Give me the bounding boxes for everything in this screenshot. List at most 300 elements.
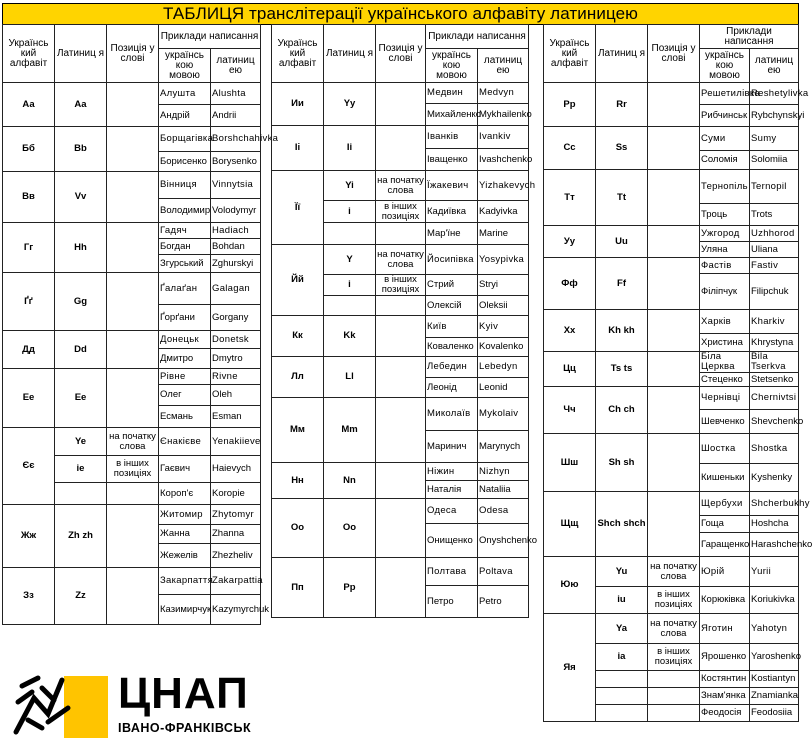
example-ua: Щербухи bbox=[700, 492, 750, 516]
position-empty bbox=[376, 223, 426, 245]
table-row bbox=[272, 463, 529, 481]
example-ua: Єнакієве bbox=[159, 428, 211, 456]
position-empty bbox=[376, 357, 426, 398]
example-ua: Вінниця bbox=[159, 172, 211, 199]
example-lat: Esman bbox=[211, 406, 261, 428]
example-ua: Гаєвич bbox=[159, 456, 211, 483]
table-row bbox=[3, 568, 261, 595]
letter-lat-empty bbox=[324, 296, 376, 316]
position-empty bbox=[107, 83, 159, 127]
position-empty bbox=[376, 499, 426, 558]
header-ua-alphabet: Українсь кий алфавіт bbox=[3, 25, 55, 83]
position-empty bbox=[648, 83, 700, 127]
example-lat: Zhytomyr bbox=[211, 505, 261, 525]
example-ua: Лебедин bbox=[426, 357, 478, 378]
example-lat: Alushta bbox=[211, 83, 261, 105]
example-lat: Kadyivka bbox=[478, 201, 529, 223]
example-ua: Київ bbox=[426, 316, 478, 338]
brand-city: ІВАНО-ФРАНКІВСЬК bbox=[118, 721, 252, 735]
position-empty bbox=[107, 331, 159, 369]
table-row bbox=[544, 258, 799, 274]
example-lat: Stryi bbox=[478, 275, 529, 296]
header-examples: Приклади написання bbox=[426, 25, 529, 49]
example-lat: Koriukivka bbox=[750, 587, 799, 614]
example-lat: Galagan bbox=[211, 273, 261, 305]
example-lat: Marynych bbox=[478, 431, 529, 463]
position-empty bbox=[107, 223, 159, 273]
position-empty bbox=[648, 492, 700, 557]
example-ua: Гаращенко bbox=[700, 533, 750, 557]
example-ua: Жанна bbox=[159, 525, 211, 544]
table-row bbox=[544, 387, 799, 410]
example-ua: Шевченко bbox=[700, 410, 750, 434]
position-empty bbox=[376, 398, 426, 463]
example-ua: Корюківка bbox=[700, 587, 750, 614]
letter-ua: Кк bbox=[272, 316, 324, 357]
position-empty bbox=[648, 671, 700, 688]
table-row bbox=[544, 83, 799, 105]
example-ua: Наталія bbox=[426, 481, 478, 499]
letter-group-yi bbox=[272, 171, 536, 245]
letter-lat-other: iu bbox=[596, 587, 648, 614]
letter-ua: Рр bbox=[544, 83, 596, 127]
example-lat: Bila Tserkva bbox=[750, 352, 799, 373]
table-row bbox=[3, 273, 261, 305]
example-ua: Есмань bbox=[159, 406, 211, 428]
position-empty bbox=[376, 296, 426, 316]
letter-lat: Ss bbox=[596, 127, 648, 170]
example-lat: Onyshchenko bbox=[478, 524, 529, 558]
example-lat: Yurii bbox=[750, 557, 799, 587]
table-row bbox=[3, 172, 261, 199]
table-row bbox=[544, 352, 799, 373]
example-lat: Yenakiieve bbox=[211, 428, 261, 456]
example-ua: Решетилівка bbox=[700, 83, 750, 105]
table-row bbox=[544, 492, 799, 516]
example-ua: Йосипівка bbox=[426, 245, 478, 275]
example-lat: Yahotyn bbox=[750, 614, 799, 644]
letter-lat: Gg bbox=[55, 273, 107, 331]
letter-ua: Її bbox=[272, 171, 324, 245]
letter-lat: Sh sh bbox=[596, 434, 648, 492]
letter-lat-empty bbox=[596, 671, 648, 688]
example-lat: Marine bbox=[478, 223, 529, 245]
letter-ua: Хх bbox=[544, 310, 596, 352]
letter-ua: Дд bbox=[3, 331, 55, 369]
position-other: в інших позиціях bbox=[107, 456, 159, 483]
header-ua-alphabet: Українсь кий алфавіт bbox=[544, 25, 596, 83]
header-examples: Приклади написання bbox=[159, 25, 261, 49]
table-row bbox=[272, 499, 529, 524]
example-ua: Ґалаґан bbox=[159, 273, 211, 305]
example-lat: Gorgany bbox=[211, 305, 261, 331]
example-lat: Feodosiia bbox=[750, 705, 799, 722]
example-lat: Harashchenko bbox=[750, 533, 799, 557]
position-empty bbox=[648, 258, 700, 310]
letter-lat: Ts ts bbox=[596, 352, 648, 387]
example-ua: Філіпчук bbox=[700, 274, 750, 310]
example-lat: Uliana bbox=[750, 242, 799, 258]
table-row bbox=[272, 316, 529, 338]
letter-ua: Уу bbox=[544, 226, 596, 258]
letter-ua: Єє bbox=[3, 428, 55, 505]
position-empty bbox=[107, 273, 159, 331]
letter-ua: Жж bbox=[3, 505, 55, 568]
header-examples-lat: латиниц ею bbox=[211, 49, 261, 83]
letter-lat: Hh bbox=[55, 223, 107, 273]
example-lat: Borysenko bbox=[211, 152, 261, 172]
letter-lat-empty bbox=[596, 705, 648, 722]
letter-ua: Вв bbox=[3, 172, 55, 223]
example-ua: Ярошенко bbox=[700, 644, 750, 671]
header-examples-ua: українсь кою мовою bbox=[700, 49, 750, 83]
example-ua: Донецьк bbox=[159, 331, 211, 349]
letter-lat: Aa bbox=[55, 83, 107, 127]
example-lat: Filipchuk bbox=[750, 274, 799, 310]
example-ua: Закарпаття bbox=[159, 568, 211, 595]
letter-ua: Лл bbox=[272, 357, 324, 398]
position-other: в інших позиціях bbox=[648, 587, 700, 614]
header-position: Позиція у слові bbox=[107, 25, 159, 83]
position-empty bbox=[648, 387, 700, 434]
position-empty bbox=[648, 226, 700, 258]
example-ua: Медвин bbox=[426, 83, 478, 104]
letter-ua: Гг bbox=[3, 223, 55, 273]
example-lat: Odesa bbox=[478, 499, 529, 524]
position-start: на початку слова bbox=[107, 428, 159, 456]
example-lat: Oleh bbox=[211, 385, 261, 406]
example-lat: Vinnytsia bbox=[211, 172, 261, 199]
example-lat: Uzhhorod bbox=[750, 226, 799, 242]
letter-lat-start: Ye bbox=[55, 428, 107, 456]
letter-lat-other: ia bbox=[596, 644, 648, 671]
example-ua: Андрій bbox=[159, 105, 211, 127]
table-row bbox=[3, 369, 261, 385]
letter-ua: Бб bbox=[3, 127, 55, 172]
example-ua: Богдан bbox=[159, 239, 211, 255]
example-lat: Hoshcha bbox=[750, 516, 799, 533]
letter-ua: Щщ bbox=[544, 492, 596, 557]
example-lat: Bohdan bbox=[211, 239, 261, 255]
position-other: в інших позиціях bbox=[648, 644, 700, 671]
position-empty bbox=[376, 316, 426, 357]
example-ua: Леонід bbox=[426, 378, 478, 398]
table-row bbox=[272, 83, 529, 104]
table-column-2 bbox=[271, 24, 538, 618]
table-row bbox=[272, 357, 529, 378]
example-lat: Zakarpattia bbox=[211, 568, 261, 595]
table-row bbox=[3, 505, 261, 525]
example-ua: Згурський bbox=[159, 255, 211, 273]
example-ua: Онищенко bbox=[426, 524, 478, 558]
position-empty bbox=[648, 310, 700, 352]
table-column-3 bbox=[543, 24, 812, 722]
example-lat: Medvyn bbox=[478, 83, 529, 104]
letter-lat: Ll bbox=[324, 357, 376, 398]
example-lat: Kazymyrchuk bbox=[211, 595, 261, 625]
letter-lat: Shch shch bbox=[596, 492, 648, 557]
example-ua: Чернівці bbox=[700, 387, 750, 410]
example-lat: Koropie bbox=[211, 483, 261, 505]
letter-lat: Oo bbox=[324, 499, 376, 558]
letter-lat-start: Ya bbox=[596, 614, 648, 644]
letter-ua: Йй bbox=[272, 245, 324, 316]
brand-block bbox=[118, 669, 258, 736]
letter-ua: Яя bbox=[544, 614, 596, 722]
example-lat: Nataliia bbox=[478, 481, 529, 499]
example-ua: Михайленко bbox=[426, 104, 478, 126]
header-examples-lat: латиниц ею bbox=[750, 49, 799, 83]
example-lat: Hadiach bbox=[211, 223, 261, 239]
brand-name: ЦНАП bbox=[118, 669, 249, 718]
position-empty bbox=[107, 505, 159, 568]
letter-lat-start: Yi bbox=[324, 171, 376, 201]
header-examples-ua: українсь кою мовою bbox=[159, 49, 211, 83]
example-ua: Мар'їне bbox=[426, 223, 478, 245]
letter-lat: Nn bbox=[324, 463, 376, 499]
example-ua: Олег bbox=[159, 385, 211, 406]
example-lat: Khrystyna bbox=[750, 334, 799, 352]
example-ua: Ужгород bbox=[700, 226, 750, 242]
letter-ua: Нн bbox=[272, 463, 324, 499]
example-lat: Shevchenko bbox=[750, 410, 799, 434]
example-ua: Казимирчук bbox=[159, 595, 211, 625]
example-ua: Стеценко bbox=[700, 373, 750, 387]
header-examples-ua: українсь кою мовою bbox=[426, 49, 478, 83]
example-ua: Знам'янка bbox=[700, 688, 750, 705]
letter-ua: Ии bbox=[272, 83, 324, 126]
table-row bbox=[272, 126, 529, 149]
example-lat: Borshchahivka bbox=[211, 127, 261, 152]
header-latin: Латиниц я bbox=[324, 25, 376, 83]
table-row bbox=[3, 83, 261, 105]
example-ua: Кишеньки bbox=[700, 464, 750, 492]
table-row bbox=[272, 398, 529, 431]
example-ua: Іващенко bbox=[426, 149, 478, 171]
example-lat: Dmytro bbox=[211, 349, 261, 369]
example-lat: Shcherbukhy bbox=[750, 492, 799, 516]
example-ua: Петро bbox=[426, 586, 478, 618]
table-row bbox=[272, 558, 529, 586]
example-ua: Феодосія bbox=[700, 705, 750, 722]
header-position: Позиція у слові bbox=[376, 25, 426, 83]
letter-lat-start: Yu bbox=[596, 557, 648, 587]
position-empty bbox=[107, 483, 159, 505]
example-ua: Уляна bbox=[700, 242, 750, 258]
example-ua: Борисенко bbox=[159, 152, 211, 172]
example-ua: Іванків bbox=[426, 126, 478, 149]
example-lat: Znamianka bbox=[750, 688, 799, 705]
example-ua: Гадяч bbox=[159, 223, 211, 239]
letter-ua: Аа bbox=[3, 83, 55, 127]
example-lat: Trots bbox=[750, 204, 799, 226]
example-lat: Leonid bbox=[478, 378, 529, 398]
example-lat: Ternopil bbox=[750, 170, 799, 204]
example-ua: Фастів bbox=[700, 258, 750, 274]
letter-lat: Zz bbox=[55, 568, 107, 625]
letter-lat-other: ie bbox=[55, 456, 107, 483]
example-ua: Одеса bbox=[426, 499, 478, 524]
example-lat: Stetsenko bbox=[750, 373, 799, 387]
letter-ua: Шш bbox=[544, 434, 596, 492]
letter-lat-empty bbox=[324, 223, 376, 245]
example-lat: Solomiia bbox=[750, 151, 799, 170]
position-other: в інших позиціях bbox=[376, 275, 426, 296]
example-lat: Ivashchenko bbox=[478, 149, 529, 171]
example-lat: Kyiv bbox=[478, 316, 529, 338]
example-lat: Shostka bbox=[750, 434, 799, 464]
header-examples-lat: латиниц ею bbox=[478, 49, 529, 83]
table-row bbox=[544, 226, 799, 242]
table-row bbox=[3, 223, 261, 239]
position-empty bbox=[648, 170, 700, 226]
letter-lat: Rr bbox=[596, 83, 648, 127]
letter-lat: Ee bbox=[55, 369, 107, 428]
example-ua: Миколаїв bbox=[426, 398, 478, 431]
letter-ua: Оо bbox=[272, 499, 324, 558]
example-lat: Poltava bbox=[478, 558, 529, 586]
letter-ua: Пп bbox=[272, 558, 324, 618]
logo-yellow-block bbox=[64, 676, 108, 738]
position-empty bbox=[648, 705, 700, 722]
position-empty bbox=[107, 172, 159, 223]
position-empty bbox=[376, 126, 426, 171]
letter-lat-empty bbox=[55, 483, 107, 505]
table-row bbox=[544, 434, 799, 464]
example-ua: Борщагівка bbox=[159, 127, 211, 152]
position-empty bbox=[376, 558, 426, 618]
table-row bbox=[3, 331, 261, 349]
example-lat: Mykhailenko bbox=[478, 104, 529, 126]
header-position: Позиція у слові bbox=[648, 25, 700, 83]
position-empty bbox=[107, 127, 159, 172]
letter-lat: Mm bbox=[324, 398, 376, 463]
example-lat: Chernivtsi bbox=[750, 387, 799, 410]
letter-group-ye bbox=[3, 428, 261, 505]
example-lat: Oleksii bbox=[478, 296, 529, 316]
example-ua: Маринич bbox=[426, 431, 478, 463]
letter-lat: Dd bbox=[55, 331, 107, 369]
letter-ua: Ґґ bbox=[3, 273, 55, 331]
example-lat: Sumy bbox=[750, 127, 799, 151]
letter-lat: Kh kh bbox=[596, 310, 648, 352]
letter-lat: Zh zh bbox=[55, 505, 107, 568]
example-lat: Haievych bbox=[211, 456, 261, 483]
letter-ua: Юю bbox=[544, 557, 596, 614]
example-ua: Тернопіль bbox=[700, 170, 750, 204]
letter-ua: Сс bbox=[544, 127, 596, 170]
example-lat: Zhezheliv bbox=[211, 544, 261, 568]
position-empty bbox=[107, 369, 159, 428]
example-lat: Petro bbox=[478, 586, 529, 618]
example-ua: Кадиївка bbox=[426, 201, 478, 223]
header-examples: Приклади написання bbox=[700, 25, 799, 49]
header-latin: Латиниц я bbox=[55, 25, 107, 83]
position-empty bbox=[648, 127, 700, 170]
position-empty bbox=[648, 352, 700, 387]
position-empty bbox=[648, 688, 700, 705]
example-ua: Ґорґани bbox=[159, 305, 211, 331]
table-row bbox=[544, 310, 799, 334]
position-empty bbox=[376, 83, 426, 126]
example-ua: Рівне bbox=[159, 369, 211, 385]
letter-lat: Kk bbox=[324, 316, 376, 357]
table-column-1 bbox=[2, 24, 279, 625]
example-lat: Yosypivka bbox=[478, 245, 529, 275]
example-lat: Zghurskyi bbox=[211, 255, 261, 273]
letter-lat: Vv bbox=[55, 172, 107, 223]
example-lat: Kostiantyn bbox=[750, 671, 799, 688]
position-empty bbox=[107, 568, 159, 625]
example-lat: Zhanna bbox=[211, 525, 261, 544]
example-ua: Володимир bbox=[159, 199, 211, 223]
example-ua: Їжакевич bbox=[426, 171, 478, 201]
example-lat: Ivankiv bbox=[478, 126, 529, 149]
letter-lat: Yy bbox=[324, 83, 376, 126]
letter-ua: Іі bbox=[272, 126, 324, 171]
letter-lat-other: i bbox=[324, 275, 376, 296]
letter-ua: Цц bbox=[544, 352, 596, 387]
letter-ua: Тт bbox=[544, 170, 596, 226]
example-ua: Троць bbox=[700, 204, 750, 226]
page-title: ТАБЛИЦЯ транслітерації українського алфавіту латиницею bbox=[2, 3, 799, 25]
example-lat: Yizhakevych bbox=[478, 171, 529, 201]
example-lat: Volodymyr bbox=[211, 199, 261, 223]
example-ua: Полтава bbox=[426, 558, 478, 586]
letter-lat: Ch ch bbox=[596, 387, 648, 434]
example-ua: Яготин bbox=[700, 614, 750, 644]
example-ua: Юрій bbox=[700, 557, 750, 587]
table-row bbox=[544, 170, 799, 204]
example-ua: Шостка bbox=[700, 434, 750, 464]
letter-lat: Tt bbox=[596, 170, 648, 226]
table-row bbox=[544, 127, 799, 151]
example-lat: Andrii bbox=[211, 105, 261, 127]
example-ua: Олексій bbox=[426, 296, 478, 316]
example-ua: Суми bbox=[700, 127, 750, 151]
example-lat: Fastiv bbox=[750, 258, 799, 274]
letter-lat: Bb bbox=[55, 127, 107, 172]
letter-lat: Ff bbox=[596, 258, 648, 310]
letter-group-ya bbox=[544, 614, 799, 722]
example-ua: Ніжин bbox=[426, 463, 478, 481]
letter-group-yy bbox=[272, 245, 529, 316]
letter-lat: Ii bbox=[324, 126, 376, 171]
example-lat: Nizhyn bbox=[478, 463, 529, 481]
example-lat: Mykolaiv bbox=[478, 398, 529, 431]
letter-ua: Мм bbox=[272, 398, 324, 463]
position-empty bbox=[376, 463, 426, 499]
example-lat: Kyshenky bbox=[750, 464, 799, 492]
position-empty bbox=[648, 434, 700, 492]
tsnap-logo-icon bbox=[8, 668, 108, 738]
position-start: на початку слова bbox=[648, 557, 700, 587]
example-lat: Rivne bbox=[211, 369, 261, 385]
example-ua: Христина bbox=[700, 334, 750, 352]
example-lat: Kharkiv bbox=[750, 310, 799, 334]
example-ua: Коваленко bbox=[426, 338, 478, 357]
position-other: в інших позиціях bbox=[376, 201, 426, 223]
example-ua: Соломія bbox=[700, 151, 750, 170]
example-lat: Lebedyn bbox=[478, 357, 529, 378]
example-ua: Рибчинськ bbox=[700, 105, 750, 127]
letter-group-yu bbox=[544, 557, 799, 614]
table-row bbox=[3, 127, 261, 152]
example-ua: Алушта bbox=[159, 83, 211, 105]
letter-ua: Зз bbox=[3, 568, 55, 625]
example-lat: Rybchynskyi bbox=[750, 105, 799, 127]
letter-lat-other: i bbox=[324, 201, 376, 223]
